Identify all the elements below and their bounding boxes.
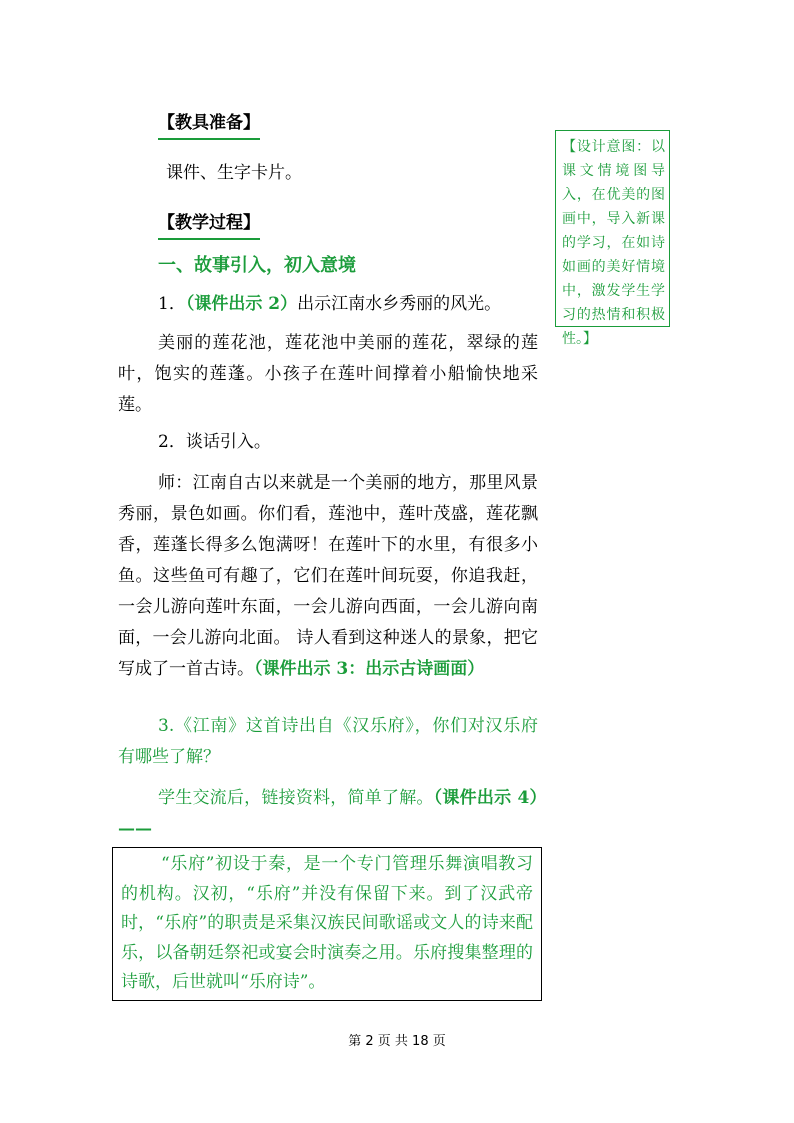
step1 [158, 291, 501, 317]
step1-text: 出示江南水乡秀丽的风光。 [297, 294, 502, 314]
step1-description: 美丽的莲花池，莲花池中美丽的莲花，翠绿的莲叶，饱实的莲蓬。小孩子在莲叶间撑着小船愉快地采莲。 [118, 333, 538, 415]
exchange-text: 学生交流后，链接资料，简单了解。 [158, 788, 434, 808]
process-heading: 【教学过程】 [158, 212, 260, 234]
teacher-text: 师：江南自古以来就是一个美丽的地方，那里风景秀丽，景色如画。你们看，莲池中，莲叶茂盛，莲花飘香，莲蓬长得多么饱满呀！在莲叶下的水里，有很多小鱼。这些鱼可有趣了，它们在莲叶间玩耍，你追我赶，一会儿游向莲叶东面，一会儿游向西面，一会儿游向南面，一会儿游向北面。 诗人看到这种迷人的景象，把它写成了一首古诗。 [118, 473, 538, 679]
step3: 3.《江南》这首诗出自《汉乐府》，你们对汉乐府有哪些了解？ [118, 716, 538, 767]
step1-courseware-tag: （课件出示 2） [185, 294, 298, 314]
exchange-courseware-tag: （课件出示 4）—— [118, 788, 539, 839]
teacher-courseware-tag: （课件出示 3：出示古诗画面） [254, 659, 485, 679]
step2: 2．谈话引入。 [158, 432, 271, 452]
teacher-paragraph [118, 468, 538, 685]
tools-heading: 【教具准备】 [158, 112, 260, 134]
exchange-paragraph [118, 783, 538, 845]
process-heading-underline [158, 238, 260, 240]
design-intent-note: 【设计意图：以课文情境图导入，在优美的图画中，导入新课的学习，在如诗如画的美好情境中，激发学生学习的热情和积极性。】 [555, 130, 670, 327]
yuefu-info-box: “乐府”初设于秦，是一个专门管理乐舞演唱教习的机构。汉初，“乐府”并没有保留下来。到了汉武帝时，“乐府”的职责是采集汉族民间歌谣或文人的诗来配乐，以备朝廷祭祀或宴会时演奏之用。乐府搜集整理的诗歌，后世就叫“乐府诗”。 [112, 847, 542, 1001]
tools-heading-underline [158, 138, 260, 140]
part1-heading: 一、故事引入，初入意境 [158, 255, 356, 276]
step1-number: 1． [158, 294, 186, 314]
tools-content: 课件、生字卡片。 [166, 163, 302, 183]
page-footer: 第 2 页 共 18 页 [348, 1034, 446, 1049]
